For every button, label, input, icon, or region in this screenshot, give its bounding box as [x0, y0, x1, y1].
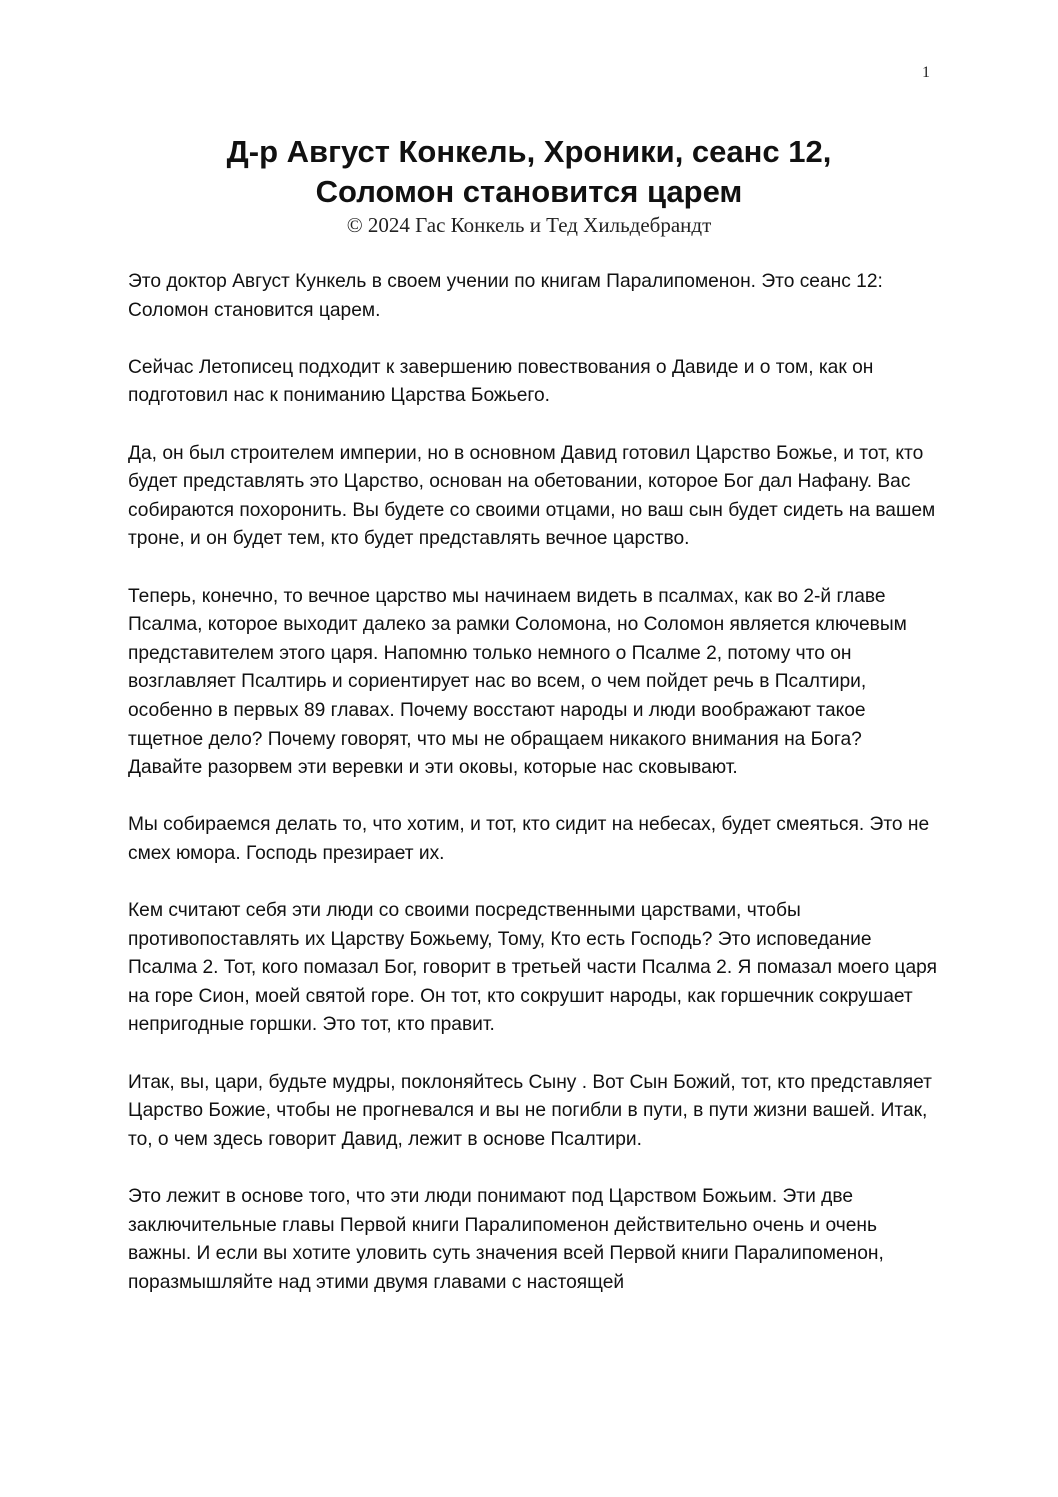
document-header	[0, 132, 1058, 238]
title-line-1: Д-р Август Конкель, Хроники, сеанс 12,	[226, 134, 832, 169]
paragraph-2: Сейчас Летописец подходит к завершению повествования о Давиде и о том, как он подготовил нас к пониманию Царства Божьего.	[128, 356, 874, 407]
document-body	[128, 268, 940, 1326]
paragraph-5: Мы собираемся делать то, что хотим, и тот, кто сидит на небесах, будет смеяться. Это не смех юмора. Господь презирает их.	[128, 814, 930, 864]
paragraph-1: Это доктор Август Кункель в своем учении по книгам Паралипоменон. Это сеанс 12: Соломон становится царем.	[128, 271, 883, 321]
copyright-line: © 2024 Гас Конкель и Тед Хильдебрандт	[346, 213, 712, 237]
page-number: 1	[922, 64, 930, 81]
title-line-2: Соломон становится царем	[315, 174, 743, 209]
paragraph-7: Итак, вы, цари, будьте мудры, поклоняйтесь Сыну . Вот Сын Божий, тот, кто представляет Царство Божие, чтобы не прогневался и вы не погибли в пути, в пути жизни вашей. Итак, то, о чем здесь говорит Давид, лежит в основе Псалтири.	[128, 1071, 932, 1150]
paragraph-6: Кем считают себя эти люди со своими посредственными царствами, чтобы противопоставлять их Царству Божьему, Тому, Кто есть Господь? Это исповедание Псалма 2. Тот, кого помазал Бог, говорит в третьей части Псалма 2. Я помазал моего царя на горе Сион, моей святой горе. Он тот, кто сокрушит народы, как горшечник сокрушает непригодные горшки. Это тот, кто правит.	[128, 900, 938, 1036]
paragraph-8: Это лежит в основе того, что эти люди понимают под Царством Божьим. Эти две заключительные главы Первой книги Паралипоменон действительно очень и очень важны. И если вы хотите уловить суть значения всей Первой книги Паралипоменон, поразмышляйте над этими двумя главами с настоящей	[128, 1186, 884, 1293]
paragraph-3: Да, он был строителем империи, но в основном Давид готовил Царство Божье, и тот, кто будет представлять это Царство, основан на обетовании, которое Бог дал Нафану. Вас собираются похоронить. Вы будете со своими отцами, но ваш сын будет сидеть на вашем троне, и он будет тем, кто будет представлять вечное царство.	[128, 442, 936, 550]
paragraph-4: Теперь, конечно, то вечное царство мы начинаем видеть в псалмах, как во 2-й главе Псалма, которое выходит далеко за рамки Соломона, но Соломон является ключевым представителем этого царя. Напомню только немного о Псалме 2, потому что он возглавляет Псалтирь и сориентирует нас во всем, о чем пойдет речь в Псалтири, особенно в первых 89 главах. Почему восстают народы и люди воображают такое тщетное дело? Почему говорят, что мы не обращаем никакого внимания на Бога? Давайте разорвем эти веревки и эти оковы, которые нас сковывают.	[128, 585, 907, 779]
